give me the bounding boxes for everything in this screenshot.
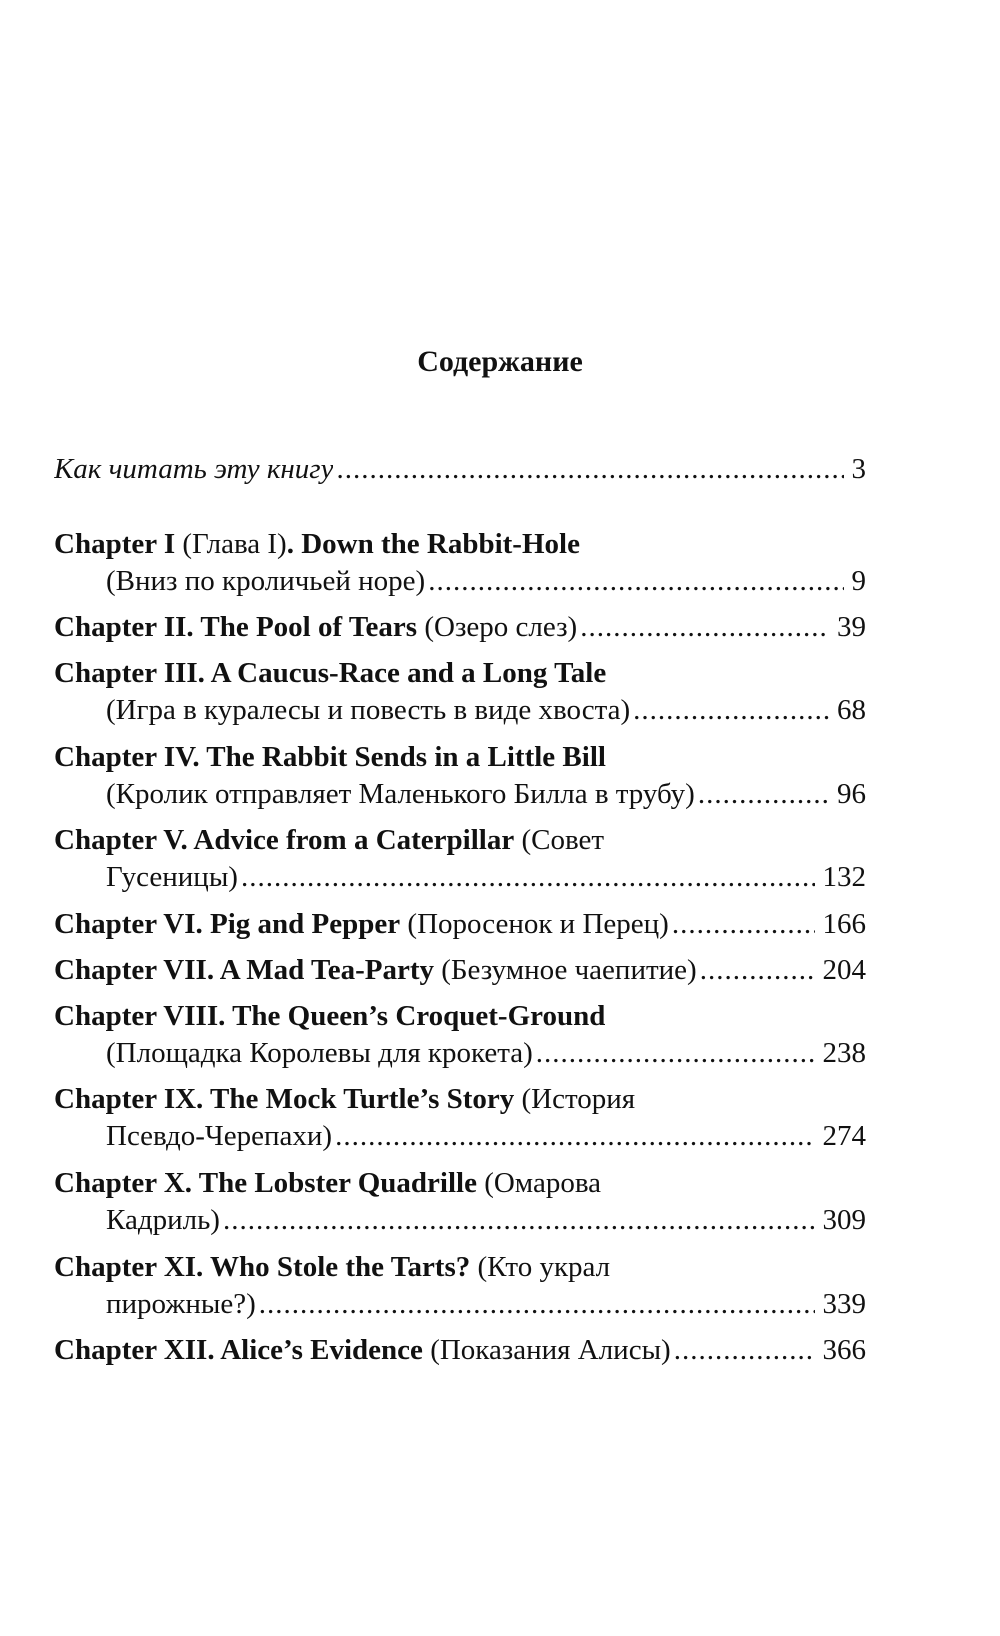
- chapter-en-title: Chapter IV. The Rabbit Sends in a Little Bill: [54, 741, 606, 773]
- toc-entry-chapter-1: [54, 525, 866, 563]
- toc-entry-chapter-3-cont: [106, 691, 866, 729]
- chapter-ru-title-part1: (История: [521, 1083, 636, 1115]
- page-number: 166: [822, 908, 866, 940]
- chapter-ru-title: (Показания Алисы): [430, 1334, 671, 1366]
- dot-leader: [536, 1034, 815, 1072]
- page-number: 132: [822, 861, 866, 893]
- dot-leader: [674, 1331, 815, 1369]
- toc-entry-chapter-5-cont: [106, 858, 866, 896]
- chapter-ru-title: (Площадка Королевы для крокета): [106, 1037, 533, 1069]
- toc-entry-text: Как читать эту книгу: [54, 453, 334, 485]
- dot-leader: [698, 775, 829, 813]
- toc-entry-chapter-8: [54, 997, 866, 1035]
- chapter-en-title: Chapter VII. A Mad Tea-Party: [54, 954, 434, 986]
- chapter-ru-title-part1: (Совет: [521, 824, 605, 856]
- chapter-ru-title-part1: (Кто украл: [477, 1251, 611, 1283]
- chapter-ru-title-part2: Гусеницы): [106, 861, 238, 893]
- toc-entry-chapter-3: [54, 654, 866, 692]
- dot-leader: [223, 1201, 815, 1239]
- dot-leader: [241, 858, 815, 896]
- page-number: 339: [822, 1288, 866, 1320]
- toc-entry-chapter-9-cont: [106, 1117, 866, 1155]
- chapter-ru-title-part2: Псевдо-Черепахи): [106, 1120, 333, 1152]
- page-number: 3: [851, 453, 866, 485]
- toc-entry-chapter-11-cont: [106, 1285, 866, 1323]
- toc-entry-chapter-6: [54, 905, 866, 943]
- chapter-en-prefix: Chapter I: [54, 528, 176, 560]
- page-number: 309: [822, 1204, 866, 1236]
- chapter-en-title: Chapter VIII. The Queen’s Croquet-Ground: [54, 1000, 606, 1032]
- chapter-en-title: Chapter II. The Pool of Tears: [54, 611, 418, 643]
- chapter-ru-title-part2: пирожные?): [106, 1288, 256, 1320]
- toc-entry-chapter-10-cont: [106, 1201, 866, 1239]
- chapter-en-title: Chapter X. The Lobster Quadrille: [54, 1167, 477, 1199]
- page-number: 68: [837, 694, 866, 726]
- chapter-ru-title: (Вниз по кроличьей норе): [106, 565, 426, 597]
- dot-leader: [633, 691, 829, 729]
- chapter-ru-title-part1: (Омарова: [484, 1167, 602, 1199]
- toc-entry-chapter-12: [54, 1331, 866, 1369]
- dot-leader: [700, 951, 815, 989]
- chapter-ru-title-part2: Кадриль): [106, 1204, 220, 1236]
- page-number: 39: [837, 611, 866, 643]
- chapter-ru-title: (Игра в куралесы и повесть в виде хвоста): [106, 694, 631, 726]
- chapter-ru-title: (Озеро слез): [424, 611, 578, 643]
- chapter-en-title: Chapter VI. Pig and Pepper: [54, 908, 401, 940]
- dot-leader: [428, 562, 843, 600]
- toc-entry-chapter-2: [54, 608, 866, 646]
- toc-entry-chapter-5: [54, 821, 866, 859]
- dot-leader: [335, 1117, 814, 1155]
- toc-entry-chapter-1-cont: [106, 562, 866, 600]
- page-number: 274: [822, 1120, 866, 1152]
- page-number: 96: [837, 778, 866, 810]
- chapter-en-title: . Down the Rabbit-Hole: [286, 528, 580, 560]
- toc-entry-chapter-10: [54, 1164, 866, 1202]
- chapter-en-title: Chapter V. Advice from a Caterpillar: [54, 824, 515, 856]
- page-number: 204: [822, 954, 866, 986]
- toc-entry-intro: [54, 450, 866, 488]
- chapter-ru-title: (Кролик отправляет Маленького Билла в трубу): [106, 778, 695, 810]
- page-number: 366: [822, 1334, 866, 1366]
- page-number: 9: [851, 565, 866, 597]
- toc-entry-chapter-8-cont: [106, 1034, 866, 1072]
- page-title: Содержание: [417, 345, 583, 378]
- dot-leader: [672, 905, 815, 943]
- toc-entry-chapter-4: [54, 738, 866, 776]
- chapter-en-title: Chapter XI. Who Stole the Tarts?: [54, 1251, 471, 1283]
- chapter-en-title: Chapter XII. Alice’s Evidence: [54, 1334, 423, 1366]
- page-number: 238: [822, 1037, 866, 1069]
- dot-leader: [336, 450, 843, 488]
- toc-entry-chapter-7: [54, 951, 866, 989]
- chapter-en-title: Chapter IX. The Mock Turtle’s Story: [54, 1083, 515, 1115]
- chapter-en-title: Chapter III. A Caucus-Race and a Long Tale: [54, 657, 607, 689]
- chapter-ru-prefix: (Глава I): [182, 528, 287, 560]
- toc-entry-chapter-4-cont: [106, 775, 866, 813]
- toc-entry-chapter-11: [54, 1248, 866, 1286]
- chapter-ru-title: (Безумное чаепитие): [441, 954, 697, 986]
- toc-entry-chapter-9: [54, 1080, 866, 1118]
- chapter-ru-title: (Поросенок и Перец): [407, 908, 669, 940]
- dot-leader: [580, 608, 829, 646]
- dot-leader: [259, 1285, 815, 1323]
